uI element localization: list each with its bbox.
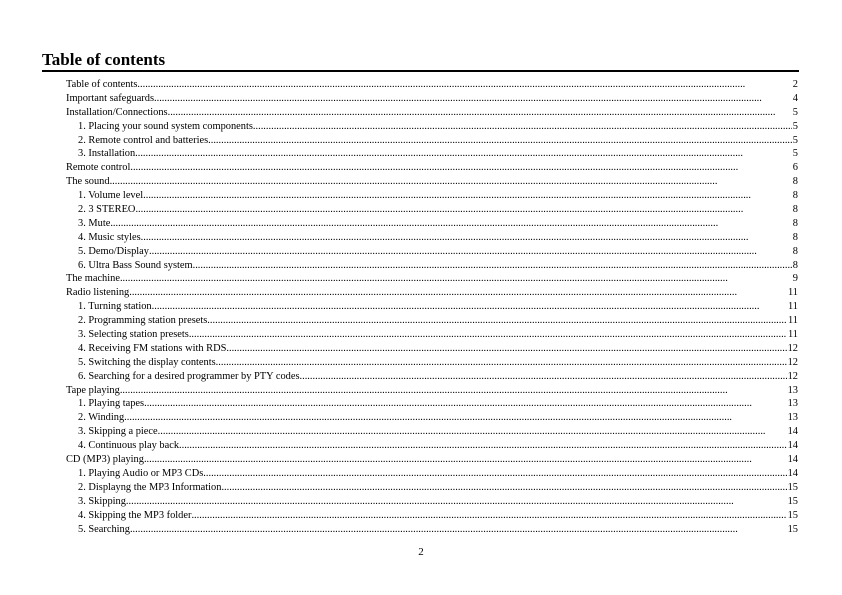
toc-entry-label: 3. Mute xyxy=(78,217,111,229)
toc-entry-page: 11 xyxy=(787,315,798,327)
toc-leader-dots xyxy=(126,495,787,509)
toc-subentry[interactable] xyxy=(66,397,798,411)
toc-leader-dots xyxy=(120,384,787,398)
toc-list xyxy=(66,78,798,536)
toc-entry-page: 5 xyxy=(792,120,798,132)
toc-entry-label: 3. Installation xyxy=(78,148,136,160)
toc-subentry[interactable] xyxy=(66,259,798,273)
toc-entry-page: 11 xyxy=(787,287,798,299)
toc-entry-page: 5 xyxy=(792,148,798,160)
toc-entry-label: 2. Winding xyxy=(78,412,125,424)
toc-entry-page: 8 xyxy=(792,217,798,229)
toc-entry-page: 15 xyxy=(787,523,798,535)
toc-subentry[interactable] xyxy=(66,425,798,439)
toc-subentry[interactable] xyxy=(66,231,798,245)
toc-leader-dots xyxy=(149,245,792,259)
toc-leader-dots xyxy=(207,314,787,328)
toc-entry-page: 8 xyxy=(792,245,798,257)
toc-leader-dots xyxy=(110,217,791,231)
toc-subentry[interactable] xyxy=(66,217,798,231)
toc-leader-dots xyxy=(203,467,786,481)
toc-leader-dots xyxy=(300,370,787,384)
toc-entry-label: Radio listening xyxy=(66,287,130,299)
toc-subentry[interactable] xyxy=(66,467,798,481)
toc-subentry[interactable] xyxy=(66,245,798,259)
toc-subentry[interactable] xyxy=(66,147,798,161)
toc-leader-dots xyxy=(168,106,792,120)
title-underline xyxy=(42,70,799,72)
toc-entry-label: 2. Displayng the MP3 Information xyxy=(78,481,222,493)
toc-entry-label: 6. Ultra Bass Sound system xyxy=(78,259,193,271)
toc-subentry[interactable] xyxy=(66,342,798,356)
toc-leader-dots xyxy=(110,175,792,189)
toc-subentry[interactable] xyxy=(66,134,798,148)
toc-leader-dots xyxy=(221,481,786,495)
toc-entry[interactable] xyxy=(66,161,798,175)
toc-entry-page: 5 xyxy=(792,106,798,118)
toc-entry-label: CD (MP3) playing xyxy=(66,454,144,466)
toc-entry-page: 9 xyxy=(792,273,798,285)
toc-leader-dots xyxy=(152,300,787,314)
toc-entry[interactable] xyxy=(66,175,798,189)
toc-subentry[interactable] xyxy=(66,523,798,537)
toc-leader-dots xyxy=(141,231,792,245)
toc-entry-page: 14 xyxy=(787,454,798,466)
toc-entry-label: 1. Placing your sound system components xyxy=(78,120,253,132)
toc-entry-page: 14 xyxy=(787,440,798,452)
toc-entry-label: 4. Music styles xyxy=(78,231,141,243)
toc-subentry[interactable] xyxy=(66,328,798,342)
toc-entry-label: 3. Selecting station presets xyxy=(78,329,189,341)
toc-leader-dots xyxy=(189,328,787,342)
toc-leader-dots xyxy=(193,259,792,273)
toc-subentry[interactable] xyxy=(66,411,798,425)
toc-subentry[interactable] xyxy=(66,356,798,370)
toc-entry[interactable] xyxy=(66,453,798,467)
toc-entry-label: 5. Switching the display contents xyxy=(78,356,216,368)
toc-leader-dots xyxy=(144,397,787,411)
toc-entry-page: 2 xyxy=(792,79,798,90)
toc-entry-label: Important safeguards xyxy=(66,92,155,104)
toc-leader-dots xyxy=(143,189,792,203)
toc-entry-page: 14 xyxy=(787,426,798,438)
toc-subentry[interactable] xyxy=(66,189,798,203)
toc-entry-page: 8 xyxy=(792,259,798,271)
toc-entry-label: Tape playing xyxy=(66,384,120,396)
toc-entry[interactable] xyxy=(66,384,798,398)
toc-entry-page: 12 xyxy=(787,356,798,368)
toc-entry-page: 15 xyxy=(787,481,798,493)
toc-entry-page: 15 xyxy=(787,495,798,507)
toc-entry-label: 2. Remote control and batteries xyxy=(78,134,209,146)
toc-leader-dots xyxy=(179,439,787,453)
toc-entry-page: 11 xyxy=(787,301,798,313)
toc-leader-dots xyxy=(135,203,791,217)
toc-subentry[interactable] xyxy=(66,439,798,453)
toc-entry-label: 5. Demo/Display xyxy=(78,245,149,257)
toc-entry-page: 11 xyxy=(787,329,798,341)
toc-entry-page: 8 xyxy=(792,204,798,216)
toc-subentry[interactable] xyxy=(66,300,798,314)
toc-entry[interactable] xyxy=(66,286,798,300)
toc-entry-label: 4. Continuous play back xyxy=(78,440,180,452)
toc-entry[interactable] xyxy=(66,92,798,106)
toc-entry-page: 8 xyxy=(792,176,798,188)
toc-subentry[interactable] xyxy=(66,481,798,495)
toc-entry-label: 3. Skipping xyxy=(78,495,126,507)
toc-entry-page: 12 xyxy=(787,370,798,382)
toc-leader-dots xyxy=(253,120,792,134)
toc-leader-dots xyxy=(208,134,792,148)
toc-subentry[interactable] xyxy=(66,370,798,384)
toc-entry-page: 15 xyxy=(787,509,798,521)
toc-leader-dots xyxy=(144,453,787,467)
toc-leader-dots xyxy=(129,286,787,300)
toc-subentry[interactable] xyxy=(66,495,798,509)
toc-entry-page: 8 xyxy=(792,231,798,243)
toc-subentry[interactable] xyxy=(66,120,798,134)
toc-entry-page: 5 xyxy=(792,134,798,146)
toc-subentry[interactable] xyxy=(66,509,798,523)
toc-entry-label: 6. Searching for a desired programmer by PTY codes xyxy=(78,370,300,382)
toc-leader-dots xyxy=(158,425,787,439)
toc-leader-dots xyxy=(226,342,786,356)
toc-entry-label: Installation/Connections xyxy=(66,106,168,118)
toc-entry-page: 8 xyxy=(792,190,798,202)
toc-entry-label: 2. Programming station presets xyxy=(78,315,208,327)
toc-leader-dots xyxy=(120,272,792,286)
toc-entry[interactable] xyxy=(66,78,798,92)
toc-entry-label: 1. Turning station xyxy=(78,301,152,313)
toc-entry-page: 14 xyxy=(787,467,798,479)
toc-subentry[interactable] xyxy=(66,314,798,328)
toc-leader-dots xyxy=(130,161,791,175)
toc-leader-dots xyxy=(191,509,786,523)
toc-leader-dots xyxy=(137,78,791,92)
toc-entry-label: 2. 3 STEREO xyxy=(78,204,136,216)
toc-leader-dots xyxy=(216,356,787,370)
toc-leader-dots xyxy=(124,411,786,425)
toc-subentry[interactable] xyxy=(66,203,798,217)
toc-entry-label: The sound xyxy=(66,176,110,188)
toc-leader-dots xyxy=(154,92,792,106)
toc-entry-label: Remote control xyxy=(66,162,131,174)
toc-entry-label: Table of contents xyxy=(66,79,138,90)
toc-entry-page: 13 xyxy=(787,384,798,396)
toc-entry[interactable] xyxy=(66,272,798,286)
toc-entry-label: The machine xyxy=(66,273,120,285)
page-title: Table of contents xyxy=(42,50,166,69)
toc-entry-page: 12 xyxy=(787,342,798,354)
toc-entry-page: 4 xyxy=(792,92,798,104)
toc-entry-page: 13 xyxy=(787,412,798,424)
toc-leader-dots xyxy=(130,523,787,537)
page-number: 2 xyxy=(418,546,424,558)
toc-entry-label: 1. Volume level xyxy=(78,190,144,202)
toc-entry-label: 4. Skipping the MP3 folder xyxy=(78,509,192,521)
toc-entry-page: 13 xyxy=(787,398,798,410)
toc-entry-label: 1. Playing Audio or MP3 CDs xyxy=(78,467,204,479)
toc-entry-label: 3. Skipping a piece xyxy=(78,426,158,438)
toc-entry-page: 6 xyxy=(792,162,798,174)
toc-leader-dots xyxy=(135,147,792,161)
toc-entry[interactable] xyxy=(66,106,798,120)
toc-entry-label: 5. Searching xyxy=(78,523,130,535)
toc-entry-label: 1. Playing tapes xyxy=(78,398,145,410)
toc-entry-label: 4. Receiving FM stations with RDS xyxy=(78,342,227,354)
